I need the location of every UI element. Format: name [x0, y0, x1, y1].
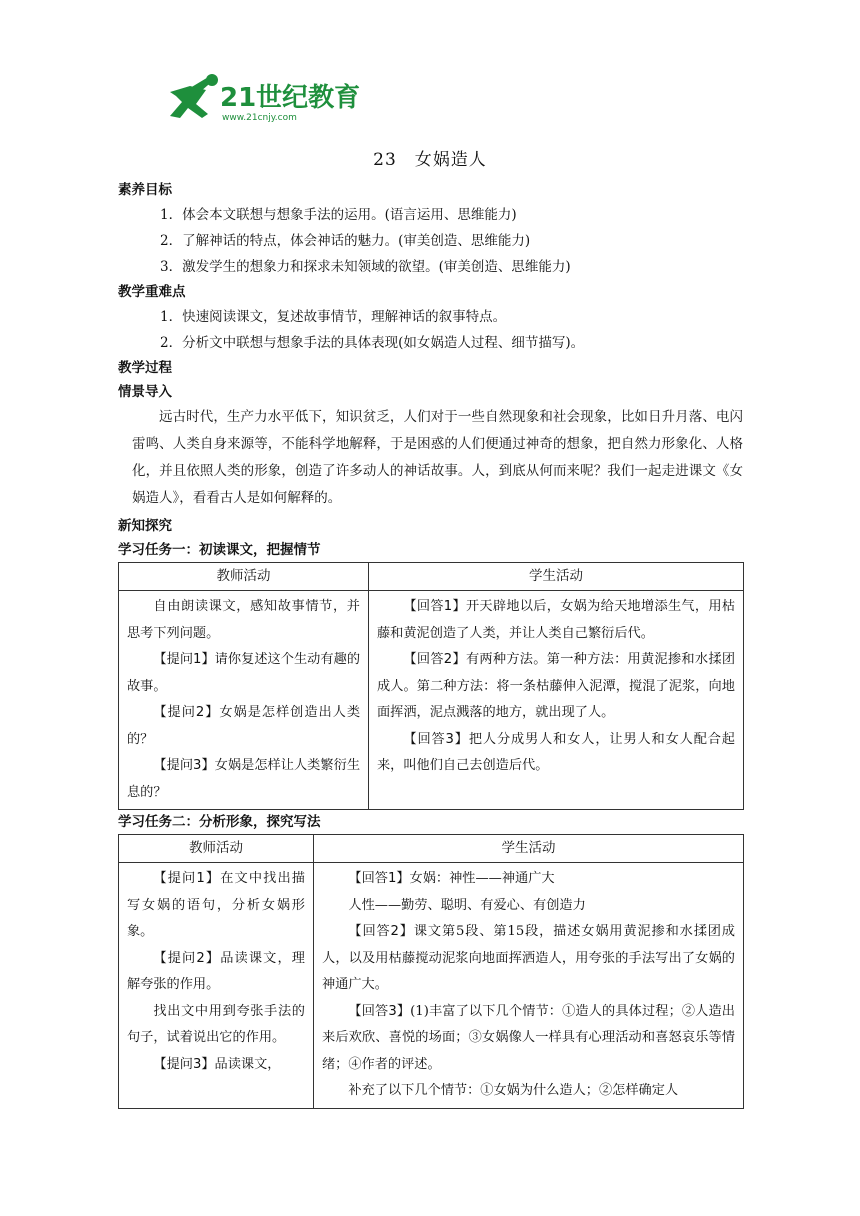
teacher-item: 找出文中用到夸张手法的句子，试着说出它的作用。 [127, 1003, 305, 1045]
task1-teacher-cell [119, 591, 369, 810]
key-point-item: 1．快速阅读课文，复述故事情节，理解神话的叙事特点。 [160, 309, 507, 325]
teacher-item: 【提问3】品读课文， [153, 1056, 281, 1072]
intro-heading: 情景导入 [118, 384, 172, 400]
student-item: 【回答3】把人分成男人和女人，让男人和女人配合起来，叫他们自己去创造后代。 [377, 731, 735, 773]
student-item: 补充了以下几个情节：①女娲为什么造人；②怎样确定人 [348, 1083, 679, 1098]
intro-paragraph: 远古时代，生产力水平低下，知识贫乏，人们对于一些自然现象和社会现象，比如日升月落、电闪雷鸣、人类自身来源等，不能科学地解释，于是困惑的人们便通过神奇的想象，把自然力形象化、人格化，并且依照人类的形象，创造了许多动人的神话故事。人，到底从何而来呢？我们一起走进课文《女娲造人》，看看古人是如何解释的。 [132, 409, 743, 506]
process-heading: 教学过程 [118, 360, 172, 376]
goal-item: 3．激发学生的想象力和探求未知领域的欲望。(审美创造、思维能力) [160, 259, 571, 275]
student-item: 人性——勤劳、聪明、有爱心、有创造力 [348, 897, 586, 913]
task2-col-teacher: 教师活动 [119, 835, 314, 863]
task1-col-student: 学生活动 [369, 563, 744, 591]
task1-col-teacher: 教师活动 [119, 563, 369, 591]
runner-logo-icon [160, 70, 370, 126]
teacher-item: 自由朗读课文，感知故事情节，并思考下列问题。 [127, 599, 360, 641]
teacher-item: 【提问1】在文中找出描写女娲的语句，分析女娲形象。 [127, 871, 305, 939]
teacher-item: 【提问2】女娲是怎样创造出人类的？ [127, 705, 361, 747]
task1-student-cell [369, 591, 744, 810]
logo-brand-text: 21世纪教育 [220, 83, 361, 113]
student-item: 【回答2】课文第5段、第15段，描述女娲用黄泥掺和水揉团成人，以及用枯藤搅动泥浆向地面挥洒造人，用夸张的手法写出了女娲的神通广大。 [322, 924, 735, 992]
task2-heading: 学习任务二：分析形象，探究写法 [118, 814, 321, 830]
student-item: 【回答2】有两种方法。第一种方法：用黄泥掺和水揉团成人。第二种方法：将一条枯藤伸入泥潭，搅混了泥浆，向地面挥洒，泥点溅落的地方，就出现了人。 [377, 652, 736, 720]
key-points-heading: 教学重难点 [118, 284, 186, 300]
explore-heading: 新知探究 [118, 518, 172, 534]
goal-item: 1．体会本文联想与想象手法的运用。(语言运用、思维能力) [160, 207, 517, 223]
student-item: 【回答3】(1)丰富了以下几个情节：①造人的具体过程；②人造出来后欢欣、喜悦的场面；③女娲像人一样具有心理活动和喜怒哀乐等情绪；④作者的评述。 [322, 1003, 735, 1072]
task2-teacher-cell [119, 863, 314, 1109]
teacher-item: 【提问1】请你复述这个生动有趣的故事。 [127, 652, 361, 694]
goal-item: 2．了解神话的特点，体会神话的魅力。(审美创造、思维能力) [160, 233, 531, 249]
key-point-item: 2．分析文中联想与想象手法的具体表现(如女娲造人过程、细节描写)。 [160, 335, 585, 351]
task2-table [118, 834, 744, 1109]
student-item: 【回答1】女娲：神性——神通广大 [348, 871, 555, 886]
brand-logo [160, 70, 370, 126]
teacher-item: 【提问3】女娲是怎样让人类繁衍生息的？ [127, 758, 361, 800]
task2-student-cell [314, 863, 744, 1109]
logo-url-text: www.21cnjy.com [222, 113, 297, 123]
teacher-item: 【提问2】品读课文，理解夸张的作用。 [127, 950, 305, 992]
task1-table [118, 562, 744, 810]
page-title: 23 女娲造人 [373, 150, 487, 170]
document-body [118, 178, 743, 1109]
task2-col-student: 学生活动 [314, 835, 744, 863]
goals-heading: 素养目标 [118, 182, 172, 198]
student-item: 【回答1】开天辟地以后，女娲为给天地增添生气，用枯藤和黄泥创造了人类，并让人类自己繁衍后代。 [377, 599, 736, 641]
task1-heading: 学习任务一：初读课文，把握情节 [118, 542, 321, 558]
